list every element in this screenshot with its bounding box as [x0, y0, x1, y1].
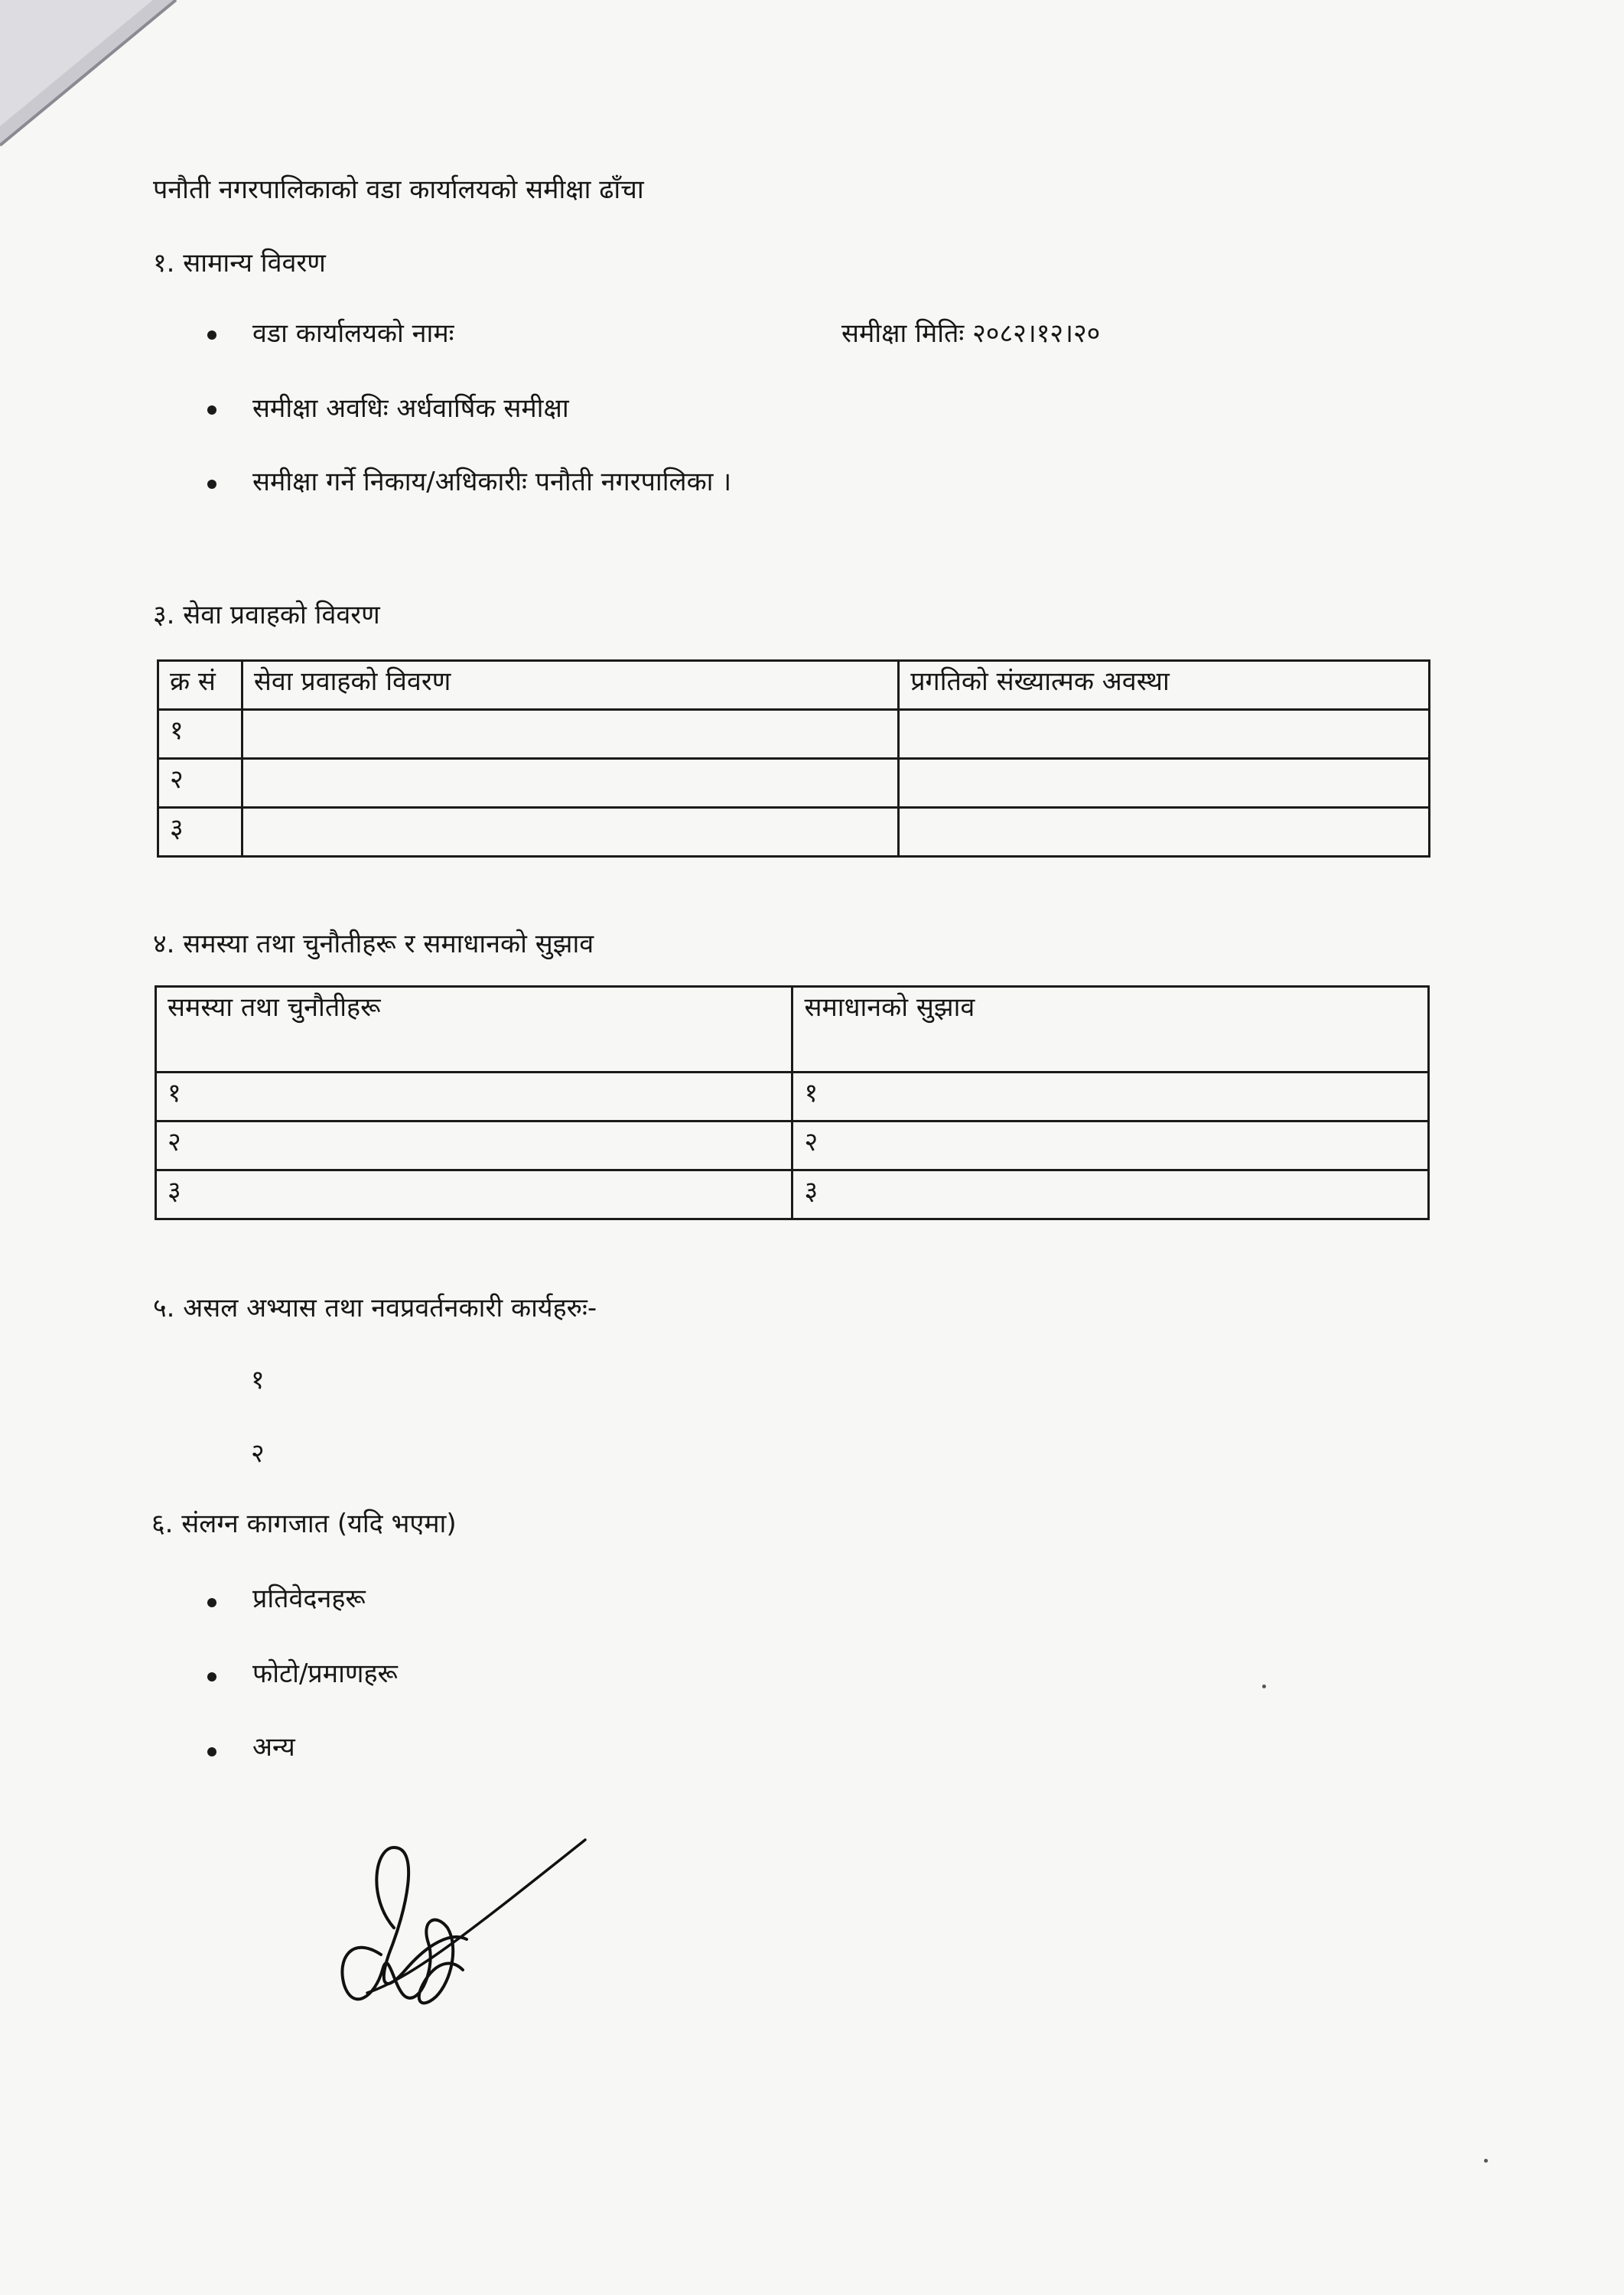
empty-cell	[899, 808, 1430, 857]
table-row	[156, 1073, 1429, 1121]
service-delivery-table	[157, 659, 1430, 858]
section5-heading: ५. असल अभ्यास तथा नवप्रवर्तनकारी कार्यहरुः-	[153, 1293, 597, 1323]
serial-cell: १	[158, 710, 242, 759]
ward-name-label: वडा कार्यालयको नामः	[252, 318, 454, 349]
document-title: पनौती नगरपालिकाको वडा कार्यालयको समीक्षा ढाँचा	[153, 174, 644, 205]
bullet-icon	[207, 405, 216, 415]
bullet-icon	[207, 1747, 216, 1756]
column-header: सेवा प्रवाहको विवरण	[242, 661, 898, 710]
empty-cell	[899, 759, 1430, 808]
bullet-icon	[207, 1672, 216, 1681]
solution-cell: २	[792, 1121, 1429, 1170]
table-row	[158, 808, 1430, 857]
empty-cell	[899, 710, 1430, 759]
attachment-item: फोटो/प्रमाणहरू	[252, 1659, 398, 1689]
solution-cell: १	[792, 1073, 1429, 1121]
bullet-icon	[207, 480, 216, 489]
problem-cell: ३	[156, 1170, 792, 1219]
attachment-item: प्रतिवेदनहरू	[252, 1584, 366, 1614]
problem-cell: २	[156, 1121, 792, 1170]
serial-cell: २	[158, 759, 242, 808]
empty-cell	[242, 808, 898, 857]
table-header-row	[158, 661, 1430, 710]
signature-image	[321, 1805, 612, 2020]
section3-heading: ३. सेवा प्रवाहको विवरण	[153, 600, 380, 630]
solution-cell: ३	[792, 1170, 1429, 1219]
problem-cell: १	[156, 1073, 792, 1121]
empty-cell	[242, 710, 898, 759]
review-body: समीक्षा गर्ने निकाय/अधिकारीः पनौती नगरपालिका ।	[252, 467, 732, 497]
speck	[1262, 1685, 1266, 1688]
bullet-icon	[207, 330, 216, 340]
speck	[1484, 2159, 1488, 2163]
section1-heading: १. सामान्य विवरण	[153, 248, 326, 278]
bullet-icon	[207, 1598, 216, 1607]
table-row	[156, 1121, 1429, 1170]
section6-heading: ६. संलग्न कागजात (यदि भएमा)	[151, 1509, 457, 1539]
column-header: क्र सं	[158, 661, 242, 710]
section4-heading: ४. समस्या तथा चुनौतीहरू र समाधानको सुझाव	[153, 929, 594, 959]
attachment-item: अन्य	[252, 1732, 295, 1763]
problems-solutions-table	[155, 985, 1430, 1220]
table-row	[158, 710, 1430, 759]
folded-corner-shadow	[0, 0, 184, 153]
list-item: १	[251, 1365, 265, 1395]
table-header-row	[156, 987, 1429, 1073]
serial-cell: ३	[158, 808, 242, 857]
column-header: समस्या तथा चुनौतीहरू	[156, 987, 792, 1073]
column-header: समाधानको सुझाव	[792, 987, 1429, 1073]
review-period: समीक्षा अवधिः अर्धवार्षिक समीक्षा	[252, 393, 569, 424]
table-row	[158, 759, 1430, 808]
table-row	[156, 1170, 1429, 1219]
list-item: २	[251, 1438, 265, 1469]
empty-cell	[242, 759, 898, 808]
column-header: प्रगतिको संख्यात्मक अवस्था	[899, 661, 1430, 710]
review-date: समीक्षा मितिः २०८२।१२।२०	[841, 318, 1101, 349]
